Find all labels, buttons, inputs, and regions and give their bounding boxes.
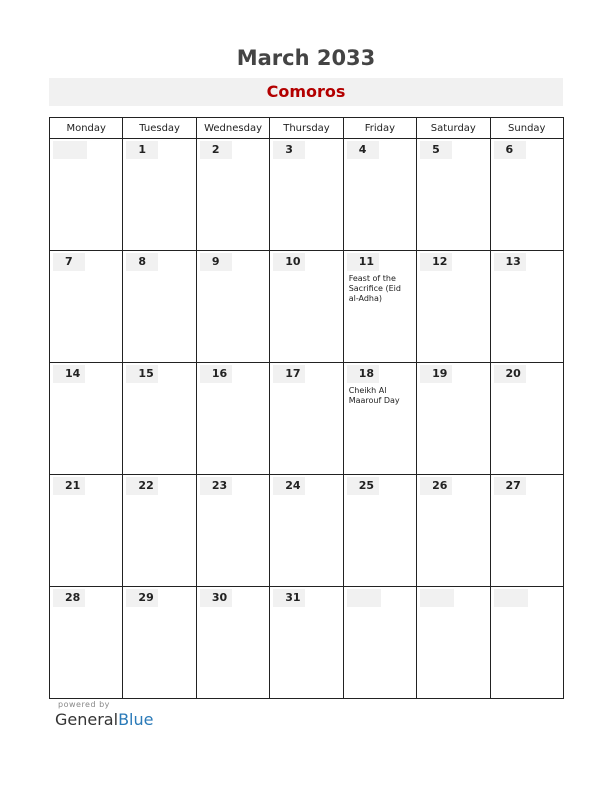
day-cell[interactable] <box>490 251 563 363</box>
calendar-title: March 2033 <box>236 46 376 70</box>
day-cell[interactable] <box>196 475 269 587</box>
weekday-header: Wednesday <box>196 118 269 139</box>
day-cell[interactable] <box>490 139 563 251</box>
day-cell[interactable] <box>196 587 269 699</box>
week-row <box>50 251 564 363</box>
day-number: 16 <box>200 365 232 383</box>
day-number: 17 <box>273 365 305 383</box>
day-number: 28 <box>53 589 85 607</box>
day-cell[interactable] <box>123 251 196 363</box>
calendar-grid <box>49 117 564 699</box>
day-number: 3 <box>273 141 305 159</box>
day-number: 10 <box>273 253 305 271</box>
day-number: 1 <box>126 141 158 159</box>
weekday-header: Tuesday <box>123 118 196 139</box>
brand-general: General <box>55 710 119 729</box>
day-number: 25 <box>347 477 379 495</box>
day-number: 20 <box>494 365 526 383</box>
day-cell[interactable] <box>270 363 343 475</box>
day-cell[interactable] <box>50 139 123 251</box>
country-banner <box>49 78 563 106</box>
day-number: 18 <box>347 365 379 383</box>
day-number: 12 <box>420 253 452 271</box>
day-cell[interactable] <box>343 587 416 699</box>
day-number: 7 <box>53 253 85 271</box>
day-number: 15 <box>126 365 158 383</box>
week-row <box>50 587 564 699</box>
week-row <box>50 475 564 587</box>
weekday-header: Monday <box>50 118 123 139</box>
day-number: 14 <box>53 365 85 383</box>
day-cell[interactable] <box>123 475 196 587</box>
brand-blue: Blue <box>118 710 154 729</box>
day-number: 5 <box>420 141 452 159</box>
day-cell[interactable] <box>343 139 416 251</box>
day-cell[interactable] <box>417 251 490 363</box>
day-number: 2 <box>200 141 232 159</box>
generalblue-logo[interactable] <box>55 710 153 729</box>
day-cell[interactable] <box>270 139 343 251</box>
day-number: 31 <box>273 589 305 607</box>
week-row <box>50 363 564 475</box>
day-number <box>494 589 528 607</box>
day-number: 24 <box>273 477 305 495</box>
day-number: 29 <box>126 589 158 607</box>
day-number <box>420 589 454 607</box>
day-cell[interactable] <box>490 587 563 699</box>
day-cell[interactable] <box>417 363 490 475</box>
day-number: 11 <box>347 253 379 271</box>
holiday-event: Feast of the Sacrifice (Eid al-Adha) <box>348 274 401 303</box>
day-cell[interactable] <box>343 251 416 363</box>
day-cell[interactable] <box>196 251 269 363</box>
footer <box>55 700 153 729</box>
day-number: 23 <box>200 477 232 495</box>
weekday-header-row <box>50 118 564 139</box>
day-cell[interactable] <box>123 587 196 699</box>
day-cell[interactable] <box>123 139 196 251</box>
weekday-header: Sunday <box>490 118 563 139</box>
day-number: 8 <box>126 253 158 271</box>
day-cell[interactable] <box>417 587 490 699</box>
day-number: 30 <box>200 589 232 607</box>
day-cell[interactable] <box>343 363 416 475</box>
day-number: 9 <box>200 253 232 271</box>
day-number: 27 <box>494 477 526 495</box>
day-number <box>347 589 381 607</box>
day-cell[interactable] <box>123 363 196 475</box>
holiday-event: Cheikh Al Maarouf Day <box>348 386 400 405</box>
day-number: 26 <box>420 477 452 495</box>
day-cell[interactable] <box>196 363 269 475</box>
day-cell[interactable] <box>270 587 343 699</box>
day-cell[interactable] <box>196 139 269 251</box>
weekday-header: Saturday <box>417 118 490 139</box>
day-cell[interactable] <box>50 475 123 587</box>
day-cell[interactable] <box>270 251 343 363</box>
day-cell[interactable] <box>270 475 343 587</box>
day-number: 4 <box>347 141 379 159</box>
day-number: 22 <box>126 477 158 495</box>
day-cell[interactable] <box>417 139 490 251</box>
day-cell[interactable] <box>50 363 123 475</box>
weekday-header: Friday <box>343 118 416 139</box>
weekday-header: Thursday <box>270 118 343 139</box>
day-number: 6 <box>494 141 526 159</box>
day-cell[interactable] <box>490 363 563 475</box>
day-number: 19 <box>420 365 452 383</box>
day-cell[interactable] <box>50 251 123 363</box>
day-cell[interactable] <box>50 587 123 699</box>
week-row <box>50 139 564 251</box>
country-name: Comoros <box>266 82 346 101</box>
day-cell[interactable] <box>417 475 490 587</box>
day-cell[interactable] <box>490 475 563 587</box>
day-number: 13 <box>494 253 526 271</box>
powered-by-text: powered by <box>58 700 110 709</box>
day-cell[interactable] <box>343 475 416 587</box>
day-number: 21 <box>53 477 85 495</box>
day-number <box>53 141 87 159</box>
